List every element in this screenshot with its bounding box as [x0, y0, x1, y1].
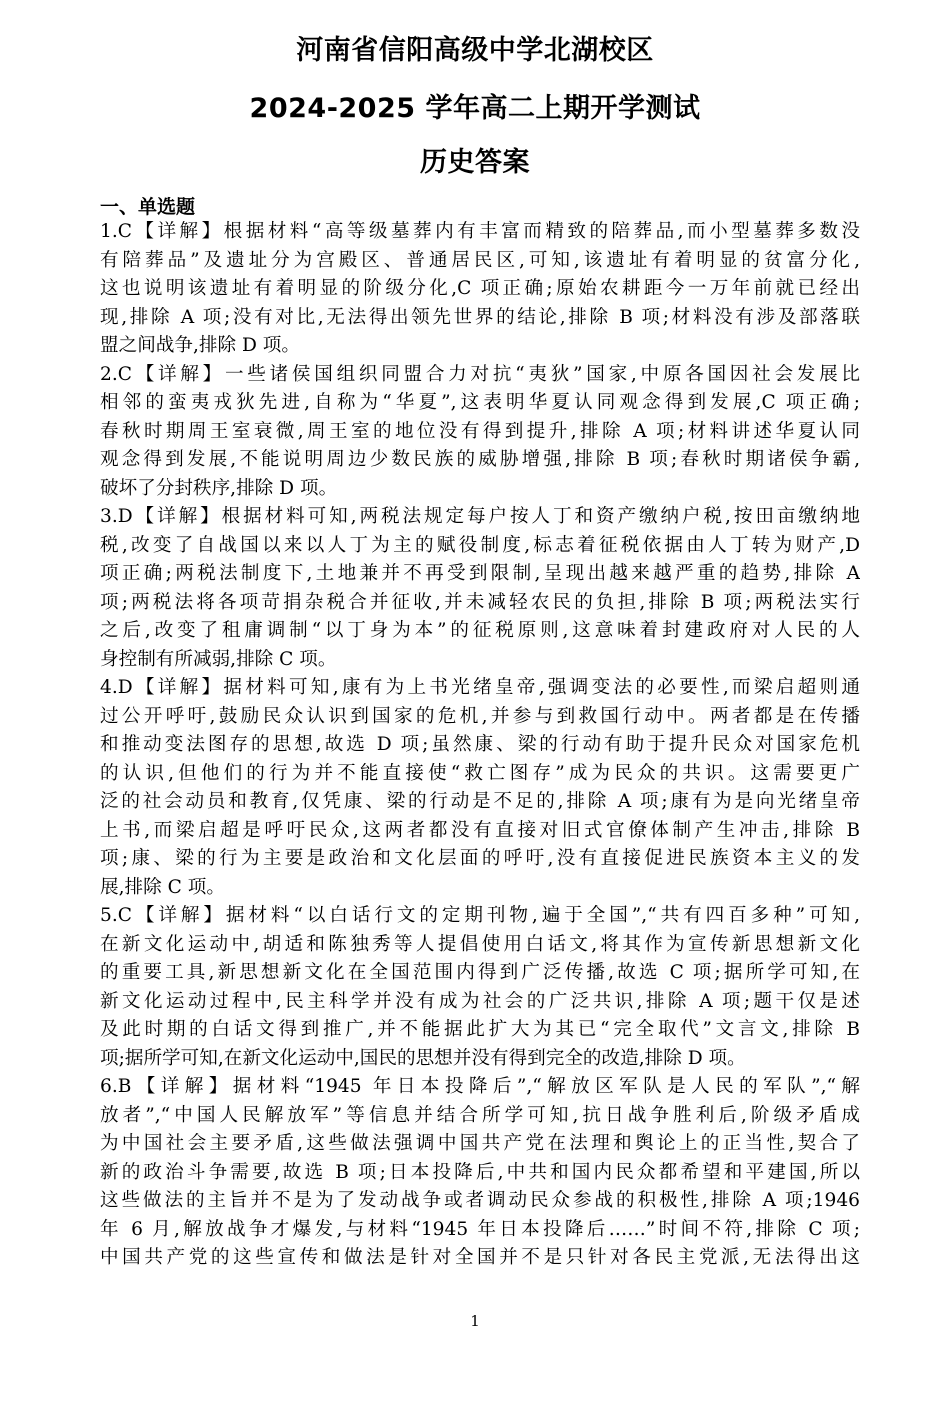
text-line: 展,排除 C 项。: [100, 876, 225, 898]
text-line: 和推动变法图存的思想,故选 D 项;虽然康、梁的行动有助于提升民众对国家危机: [100, 734, 860, 755]
text-line: 春秋时期周王室衰微,周王室的地位没有得到提升,排除 A 项;材料讲述华夏认同: [100, 420, 860, 442]
text-line: 项正确;两税法制度下,土地兼并不再受到限制,呈现出越来越严重的趋势,排除 A: [100, 563, 860, 584]
text-line: 中国共产党的这些宣传和做法是针对全国并不是只针对各民主党派,无法得出这: [100, 1247, 860, 1268]
text-line: 4.D【详解】据材料可知,康有为上书光绪皇帝,强调变法的必要性,而梁启超则通: [100, 677, 860, 698]
text-line: 现,排除 A 项;没有对比,无法得出领先世界的结论,排除 B 项;材料没有涉及部落联: [100, 306, 860, 328]
text-line: 上书,而梁启超是呼吁民众,这两者都没有直接对旧式官僚体制产生冲击,排除 B: [100, 819, 860, 841]
text-line: 过公开呼吁,鼓励民众认识到国家的危机,并参与到救国行动中。两者都是在传播: [100, 705, 860, 727]
section-heading: 一、单选题: [100, 196, 196, 218]
text-line: 税,改变了自战国以来以人丁为主的赋役制度,标志着征税依据由人丁转为财产,D: [100, 534, 860, 556]
text-line: 新的政治斗争需要,故选 B 项;日本投降后,中共和国内民众都希望和平建国,所以: [100, 1161, 860, 1183]
text-line: 年 6 月,解放战争才爆发,与材料“1945 年日本投降后……”时间不符,排除 C 项;: [100, 1218, 860, 1240]
page-number: 1: [470, 1312, 480, 1330]
text-line: 3.D【详解】根据材料可知,两税法规定每户按人丁和资产缴纳户税,按田亩缴纳地: [100, 506, 860, 527]
text-line: 新文化运动过程中,民主科学并没有成为社会的广泛共识,排除 A 项;题干仅是述: [100, 990, 860, 1012]
text-line: 6.B【详解】据材料“1945 年日本投降后”,“解放区军队是人民的军队”,“解: [100, 1076, 860, 1097]
text-line: 5.C【详解】据材料“以白话行文的定期刊物,遍于全国”,“共有四百多种”可知,: [100, 905, 860, 926]
exam-title: 2024-2025 学年高二上期开学测试: [249, 93, 701, 124]
text-line: 放者”,“中国人民解放军”等信息并结合所学可知,抗日战争胜利后,阶级矛盾成: [100, 1104, 860, 1126]
answer-text: [100, 218, 860, 1273]
text-line: 2.C【详解】一些诸侯国组织同盟合力对抗“夷狄”国家,中原各国因社会发展比: [100, 363, 860, 385]
text-line: 项;据所学可知,在新文化运动中,国民的思想并没有得到完全的改造,排除 D 项。: [100, 1047, 746, 1069]
text-line: 为中国社会主要矛盾,这些做法强调中国共产党在法理和舆论上的正当性,契合了: [100, 1133, 860, 1154]
subject-title: 历史答案: [420, 147, 530, 178]
text-line: 项;康、梁的行为主要是政治和文化层面的呼吁,没有直接促进民族资本主义的发: [100, 848, 860, 869]
school-title: 河南省信阳高级中学北湖校区: [296, 35, 654, 66]
text-line: 之后,改变了租庸调制“以丁身为本”的征税原则,这意味着封建政府对人民的人: [100, 620, 860, 641]
text-line: 项;两税法将各项苛捐杂税合并征收,并未减轻农民的负担,排除 B 项;两税法实行: [100, 591, 860, 613]
text-line: 的认识,但他们的行为并不能直接使“救亡图存”成为民众的共识。这需要更广: [100, 762, 860, 784]
text-line: 身控制有所减弱,排除 C 项。: [100, 648, 337, 670]
text-line: 及此时期的白话文得到推广,并不能据此扩大为其已“完全取代”文言文,排除 B: [100, 1019, 860, 1040]
text-line: 盟之间战争,排除 D 项。: [100, 335, 300, 356]
text-line: 1.C【详解】根据材料“高等级墓葬内有丰富而精致的陪葬品,而小型墓葬多数没: [100, 221, 860, 242]
text-line: 在新文化运动中,胡适和陈独秀等人提倡使用白话文,将其作为宣传新思想新文化: [100, 933, 860, 955]
text-line: 的重要工具,新思想新文化在全国范围内得到广泛传播,故选 C 项;据所学可知,在: [100, 962, 860, 983]
text-line: 观念得到发展,不能说明周边少数民族的威胁增强,排除 B 项;春秋时期诸侯争霸,: [100, 449, 860, 470]
text-line: 相邻的蛮夷戎狄先进,自称为“华夏”,这表明华夏认同观念得到发展,C 项正确;: [100, 392, 860, 413]
text-line: 这些做法的主旨并不是为了发动战争或者调动民众参战的积极性,排除 A 项;1946: [100, 1190, 860, 1211]
text-line: 有陪葬品”及遗址分为宫殿区、普通居民区,可知,该遗址有着明显的贫富分化,: [100, 249, 860, 271]
text-line: 这也说明该遗址有着明显的阶级分化,C 项正确;原始农耕距今一万年前就已经出: [100, 278, 860, 299]
text-line: 破坏了分封秩序,排除 D 项。: [100, 477, 338, 499]
text-line: 泛的社会动员和教育,仅凭康、梁的行动是不足的,排除 A 项;康有为是向光绪皇帝: [100, 791, 860, 812]
